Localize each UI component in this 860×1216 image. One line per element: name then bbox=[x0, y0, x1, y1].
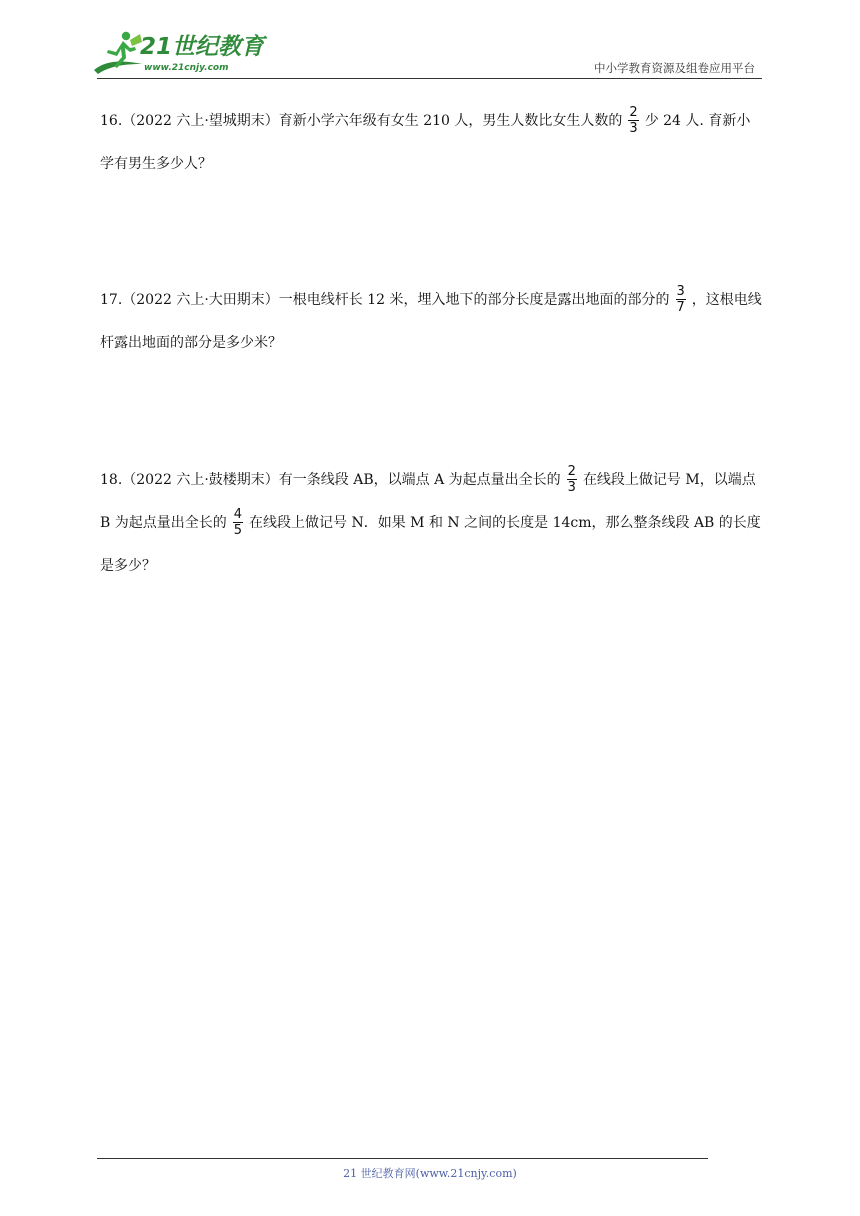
fraction-numerator: 4 bbox=[233, 506, 243, 522]
footer-link[interactable]: 21 世纪教育网(www.21cnjy.com) bbox=[343, 1167, 517, 1180]
fraction-denominator: 5 bbox=[233, 522, 243, 538]
question-number: 16. bbox=[100, 113, 123, 129]
runner-icon bbox=[92, 30, 144, 76]
fraction-denominator: 3 bbox=[567, 479, 576, 495]
fraction-denominator: 3 bbox=[629, 120, 638, 136]
question-source: （2022 六上·望城期末） bbox=[122, 113, 279, 129]
question-number: 18. bbox=[100, 472, 123, 488]
fraction-denominator: 7 bbox=[676, 299, 685, 315]
platform-tagline: 中小学教育资源及组卷应用平台 bbox=[594, 61, 755, 75]
fraction bbox=[676, 284, 686, 315]
question-text: ，这根电线杆露出地面的部分是多少米？ bbox=[100, 292, 762, 351]
question-text: 育新小学六年级有女生 210 人，男生人数比女生人数的 bbox=[278, 113, 623, 129]
question-text: 一根电线杆长 12 米，埋入地下的部分长度是露出地面的部分的 bbox=[278, 292, 670, 308]
site-logo[interactable] bbox=[92, 30, 265, 80]
fraction-numerator: 3 bbox=[676, 283, 685, 299]
fraction bbox=[233, 507, 243, 538]
logo-text: 21世纪教育 bbox=[140, 34, 265, 60]
fraction-numerator: 2 bbox=[567, 463, 576, 479]
question-number: 17. bbox=[100, 292, 123, 308]
fraction bbox=[628, 105, 638, 136]
question-text: 在线段上做记号 N．如果 M 和 N 之间的长度是 14cm，那么整条线段 AB 的长度是多少？ bbox=[100, 515, 761, 574]
question-source: （2022 六上·大田期末） bbox=[122, 292, 279, 308]
logo-url: www.21cnjy.com bbox=[144, 63, 229, 73]
question-text: 少 24 人. 育新小学有男生多少人？ bbox=[100, 113, 751, 172]
question-17 bbox=[100, 279, 762, 365]
question-text: 在线段上做记号 M，以端点 B 为起点量出全长的 bbox=[100, 472, 756, 531]
question-source: （2022 六上·鼓楼期末） bbox=[122, 472, 279, 488]
question-18 bbox=[100, 459, 762, 588]
question-text: 有一条线段 AB，以端点 A 为起点量出全长的 bbox=[278, 472, 561, 488]
footer-divider bbox=[97, 1158, 708, 1159]
page-header bbox=[0, 0, 860, 80]
question-16 bbox=[100, 100, 762, 186]
fraction-numerator: 2 bbox=[629, 104, 638, 120]
header-divider bbox=[97, 78, 762, 79]
fraction bbox=[567, 464, 577, 495]
